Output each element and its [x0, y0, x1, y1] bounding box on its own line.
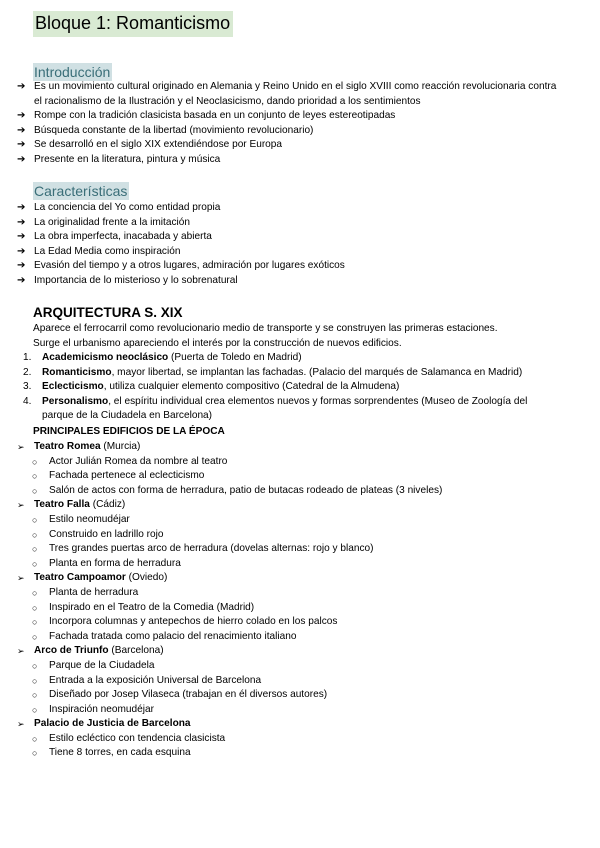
arrowhead-bullet-icon: ➢: [17, 442, 25, 452]
list-item: ○ Inspirado en el Teatro de la Comedia (Madrid): [0, 601, 590, 616]
list-item: ➔ Se desarrolló en el siglo XIX extendiéndose por Europa: [0, 138, 590, 153]
circle-bullet-icon: ○: [32, 631, 38, 642]
circle-bullet-icon: ○: [32, 514, 38, 525]
arrow-bullet-icon: ➔: [17, 202, 26, 213]
arrowhead-bullet-icon: ➢: [17, 646, 25, 657]
list-item: ○ Planta en forma de herradura: [0, 557, 590, 572]
list-item: ➔ Búsqueda constante de la libertad (movimiento revolucionario): [0, 124, 590, 139]
arquitectura-heading: ARQUITECTURA S. XIX: [33, 305, 183, 320]
building-item: ➢ Teatro Falla (Cádiz) ○ Estilo neomudéjar ○ Construido en ladrillo rojo ○ Tres grandes puertas arco de herradura (dovelas alternas: rojo y blanco) ○ Planta en forma de herradura: [0, 498, 590, 571]
circle-bullet-icon: ○: [32, 544, 38, 555]
arrow-bullet-icon: ➔: [17, 245, 26, 257]
list-item: ○ Inspiración neomudéjar: [0, 703, 590, 718]
list-item: 4. Personalismo, el espíritu individual crea elementos nuevos y formas sorprendentes (Museo de Zoología del parque de la Ciudadela en Barcelona): [23, 395, 528, 422]
arrow-bullet-icon: ➔: [17, 274, 26, 286]
circle-bullet-icon: ○: [32, 748, 38, 759]
list-item: ➔ La originalidad frente a la imitación: [0, 216, 590, 231]
circle-bullet-icon: ○: [32, 456, 38, 467]
list-item: ○ Fachada tratada como palacio del renacimiento italiano: [0, 630, 590, 645]
list-item: ➔ Presente en la literatura, pintura y música: [0, 153, 590, 168]
list-item: ○ Entrada a la exposición Universal de Barcelona: [0, 674, 590, 689]
list-item: ○ Planta de herradura: [0, 586, 590, 601]
circle-bullet-icon: ○: [32, 558, 38, 569]
arquitectura-intro-line: Aparece el ferrocarril como revolucionario medio de transporte y se construyen las primeras estaciones.: [33, 323, 498, 334]
circle-bullet-icon: ○: [32, 690, 38, 701]
caracteristicas-list: [0, 201, 590, 289]
list-item: 2. Romanticismo, mayor libertad, se implantan las fachadas. (Palacio del marqués de Salamanca en Madrid): [23, 366, 523, 378]
circle-bullet-icon: ○: [32, 660, 38, 671]
arrow-bullet-icon: ➔: [17, 139, 26, 151]
circle-bullet-icon: ○: [32, 529, 38, 540]
arrow-bullet-icon: ➔: [17, 124, 26, 136]
list-item: ○ Estilo neomudéjar: [0, 513, 590, 528]
list-item: ➔ Evasión del tiempo y a otros lugares, admiración por lugares exóticos: [0, 259, 590, 274]
arrow-bullet-icon: ➔: [17, 110, 26, 122]
arrow-bullet-icon: ➔: [17, 81, 26, 92]
list-item: ➔ Importancia de lo misterioso y lo sobrenatural: [0, 274, 590, 289]
list-item: 3. Eclecticismo, utiliza cualquier elemento compositivo (Catedral de la Almudena): [23, 381, 400, 393]
buildings-list: [0, 440, 590, 761]
list-item: ○ Actor Julián Romea da nombre al teatro: [0, 455, 590, 470]
introduccion-heading: Introducción: [34, 64, 111, 80]
arquitectura-intro-line: Surge el urbanismo apareciendo el interés por la construcción de nuevos edificios.: [33, 338, 402, 349]
list-item: ➔ La Edad Media como inspiración: [0, 245, 590, 260]
list-item: ➔ La conciencia del Yo como entidad propia: [0, 201, 590, 216]
list-item: 1. Academicismo neoclásico (Puerta de Toledo en Madrid): [23, 352, 302, 363]
circle-bullet-icon: ○: [32, 733, 38, 744]
circle-bullet-icon: ○: [32, 471, 38, 482]
list-item: ➔ Es un movimiento cultural originado en Alemania y Reino Unido en el siglo XVIII como reacción revolucionaria contra el racionalismo de la Ilustración y el Neoclasicismo, dando prioridad a los sentimientos: [17, 81, 557, 107]
building-item: ➢ Arco de Triunfo (Barcelona) ○ Parque de la Ciudadela ○ Entrada a la exposición Universal de Barcelona ○ Diseñado por Josep Vilaseca (trabajan en él diversos autores) ○ Inspiración neomudéjar: [0, 644, 590, 717]
building-item: ➢ Teatro Campoamor (Oviedo) ○ Planta de herradura ○ Inspirado en el Teatro de la Comedia (Madrid) ○ Incorpora columnas y antepechos de hierro colado en los palcos ○ Fachada tratada como palacio del renacimiento italiano: [0, 571, 590, 644]
building-item: ➢ Teatro Romea (Murcia) ○ Actor Julián Romea da nombre al teatro ○ Fachada pertenece al eclecticismo ○ Salón de actos con forma de herradura, patio de butacas rodeado de plateas (3 niveles): [0, 440, 590, 498]
list-item: ○ Estilo ecléctico con tendencia clasicista: [0, 732, 590, 747]
page-title: Bloque 1: Romanticismo: [33, 11, 233, 37]
principales-edificios-heading: PRINCIPALES EDIFICIOS DE LA ÉPOCA: [33, 426, 225, 437]
introduccion-list: [0, 80, 590, 168]
circle-bullet-icon: ○: [32, 602, 38, 613]
circle-bullet-icon: ○: [32, 675, 38, 686]
circle-bullet-icon: ○: [32, 485, 38, 496]
arrow-bullet-icon: ➔: [17, 153, 26, 165]
arrowhead-bullet-icon: ➢: [17, 719, 25, 730]
circle-bullet-icon: ○: [32, 704, 38, 715]
arrow-bullet-icon: ➔: [17, 216, 26, 228]
list-item: ○ Tres grandes puertas arco de herradura (dovelas alternas: rojo y blanco): [0, 542, 590, 557]
caracteristicas-heading: Características: [34, 183, 128, 199]
list-item: ○ Construido en ladrillo rojo: [0, 528, 590, 543]
list-item: ○ Incorpora columnas y antepechos de hierro colado en los palcos: [0, 615, 590, 630]
arrow-bullet-icon: ➔: [17, 231, 26, 243]
list-item: ➔ La obra imperfecta, inacabada y abierta: [0, 230, 590, 245]
building-item: ➢ Palacio de Justicia de Barcelona ○ Estilo ecléctico con tendencia clasicista ○ Tiene 8 torres, en cada esquina: [0, 717, 590, 761]
styles-list: [0, 351, 590, 424]
list-item: ○ Fachada pertenece al eclecticismo: [0, 469, 590, 484]
list-item: ○ Tiene 8 torres, en cada esquina: [0, 746, 590, 761]
arrowhead-bullet-icon: ➢: [17, 500, 25, 511]
arrowhead-bullet-icon: ➢: [17, 573, 25, 584]
list-item: ➔ Rompe con la tradición clasicista basada en un conjunto de leyes estereotipadas: [0, 109, 590, 124]
list-item: ○ Diseñado por Josep Vilaseca (trabajan en él diversos autores): [0, 688, 590, 703]
circle-bullet-icon: ○: [32, 617, 38, 628]
list-item: ○ Salón de actos con forma de herradura, patio de butacas rodeado de plateas (3 niveles): [0, 484, 590, 499]
circle-bullet-icon: ○: [32, 587, 38, 598]
arrow-bullet-icon: ➔: [17, 260, 26, 272]
list-item: ○ Parque de la Ciudadela: [0, 659, 590, 674]
